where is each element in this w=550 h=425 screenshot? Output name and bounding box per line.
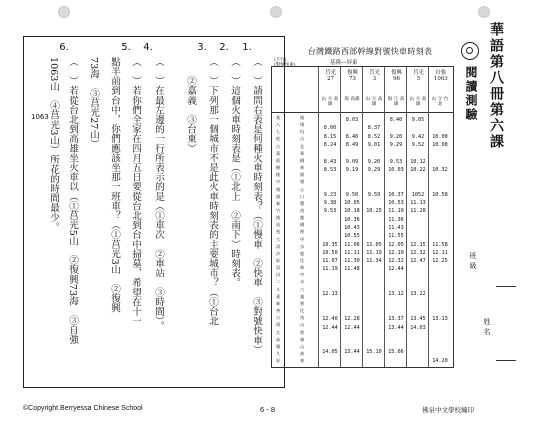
- question-number: 3.: [197, 42, 207, 53]
- train-destination-header: 海 ② 高雄: [387, 97, 405, 107]
- departure-time: 9.59: [367, 191, 381, 198]
- departure-time: 9.01: [367, 141, 381, 148]
- departure-time: 9.05: [411, 117, 425, 123]
- departure-time: 8.40: [345, 133, 359, 140]
- departure-time: 8.00: [323, 125, 337, 132]
- station-name-char: 新: [276, 200, 281, 206]
- station-name-char: 台: [276, 143, 281, 149]
- station-name-char: 員: [276, 265, 281, 271]
- departure-time: 11.55: [388, 233, 404, 240]
- departure-time: 15.10: [366, 349, 382, 356]
- station-name-char: 九: [276, 350, 281, 356]
- departure-time: 9.53: [389, 158, 403, 165]
- departure-time: 10.37: [388, 191, 404, 198]
- departure-time: 11.48: [344, 266, 360, 273]
- departure-time: 13.37: [388, 316, 404, 323]
- binder-hole: [58, 6, 70, 18]
- station-name-char: 林: [300, 165, 305, 171]
- station-name-char: 堵: [300, 122, 305, 128]
- departure-time: 11.36: [388, 216, 404, 223]
- departure-time: 12.32: [410, 249, 426, 256]
- departure-time: 9.38: [323, 200, 337, 206]
- departure-time: 12.47: [410, 258, 426, 265]
- school-logo: [461, 42, 479, 60]
- station-name-char: 嘉: [276, 293, 281, 299]
- station-name-char: 大: [276, 236, 281, 242]
- departure-time: 8.43: [323, 158, 337, 165]
- station-name-char: 林: [300, 265, 305, 271]
- timetable-column-divider: [428, 67, 429, 367]
- station-name-char: 南: [300, 207, 305, 213]
- station-name-char: 田: [276, 272, 281, 278]
- departure-time: 15.06: [388, 349, 404, 356]
- question-2-text: （ ）這個火車時刻表是（①北上 ②南下）時刻表。: [229, 57, 240, 288]
- name-underline: [496, 360, 516, 361]
- station-name-char: 坑: [300, 129, 305, 135]
- timetable-column-divider: [384, 67, 385, 367]
- questions-panel: [23, 36, 285, 388]
- train-destination-header: 山 ⑤ 台北: [431, 97, 449, 107]
- timetable: [271, 66, 454, 368]
- departure-time: 13.13: [432, 316, 448, 323]
- departure-time: 10.22: [410, 166, 426, 173]
- departure-time: 1052: [411, 191, 425, 198]
- train-destination-header: 山 ④ 高雄: [321, 97, 339, 107]
- departure-time: 8.52: [367, 133, 381, 140]
- question-5-text-cont: 點半前到台中，你們應該坐那一班車？（①莒光3山 ②復興: [109, 57, 120, 313]
- page-number: 6 - 8: [260, 405, 276, 414]
- station-name-char: 善: [276, 308, 281, 314]
- timetable-column-divider: [340, 67, 341, 367]
- station-name-char: 鹿: [300, 250, 305, 256]
- departure-time: 11.10: [388, 208, 404, 215]
- question-5-text: （ ）若你們全家在四月五日要從台北到台中掃墓，希望在十一: [130, 57, 141, 326]
- departure-time: 12.10: [388, 249, 404, 256]
- station-name-char: 苑: [276, 229, 281, 235]
- station-name-char: 屏: [276, 358, 281, 364]
- station-name-char: 甲: [300, 236, 305, 242]
- station-name-char: 中: [276, 179, 281, 185]
- departure-time: 9.42: [411, 133, 425, 140]
- station-name-char: 水: [300, 243, 305, 249]
- train-number-header: 自強 1063: [434, 70, 448, 82]
- departure-time: 10.35: [322, 241, 338, 248]
- train-number-header: 莒光 3: [369, 70, 380, 82]
- station-name-char: 東: [300, 358, 305, 364]
- station-name-char: 竹: [276, 207, 281, 213]
- station-name-char: 化: [300, 258, 305, 263]
- departure-time: 11.28: [410, 208, 426, 215]
- station-name-char: 岡: [276, 322, 281, 328]
- question-3-text-cont: ②嘉義 ③台東）: [185, 57, 196, 153]
- printer-text: 佛泉中文學校編印: [422, 406, 474, 414]
- departure-time: 12.13: [322, 291, 338, 298]
- train-number-header: 復興 73: [347, 70, 358, 82]
- class-label: 班級: [469, 252, 477, 272]
- question-1-text: （ ）請問右表是何種火車時刻表？（①慢車 ②快車 ③對號快車）: [251, 57, 262, 355]
- departure-time: 9.50: [345, 191, 359, 198]
- departure-time: 13.44: [344, 349, 360, 356]
- station-name-char: 湖: [276, 193, 281, 199]
- question-6-text: （ ）若從台北到高雄坐火車以（①莒光5山 ②復興73海 ③自強: [67, 57, 78, 345]
- train-destination-header: 山 ④ 高雄: [365, 97, 383, 107]
- station-name-char: 口: [300, 193, 305, 199]
- station-name-char: 六: [300, 286, 305, 292]
- departure-time: 9.09: [345, 158, 359, 165]
- departure-time: 9.20: [389, 133, 403, 140]
- departure-time: 12.44: [388, 266, 404, 273]
- departure-time: 11.19: [366, 249, 382, 256]
- station-name-char: 板: [276, 157, 281, 163]
- question-4-text: （ ）在最左邊的一行所表示的是（①車次 ②車站 ③時間）。: [153, 57, 164, 331]
- departure-time: 12.05: [388, 241, 404, 248]
- departure-time: 9.29: [389, 141, 403, 148]
- station-name-char: 心: [300, 186, 305, 192]
- departure-time: 12.11: [432, 249, 448, 256]
- departure-time: 8.03: [345, 117, 359, 123]
- timetable-title: 台灣鐵路西部幹線對號快車時刻表: [307, 47, 433, 56]
- station-name-char: 義: [300, 293, 305, 299]
- departure-time: 14.03: [410, 324, 426, 331]
- departure-time: 11.06: [344, 241, 360, 248]
- station-name-char: 曲: [300, 350, 305, 356]
- station-name-char: 化: [300, 308, 305, 314]
- departure-time: 11.30: [344, 258, 360, 265]
- timetable-subtitle: 基隆—屏東: [330, 60, 358, 66]
- train-number-header: 莒光 5: [413, 70, 424, 82]
- departure-time: 10.36: [344, 216, 360, 223]
- departure-time: 10.03: [388, 166, 404, 173]
- departure-time: 10.18: [344, 208, 360, 215]
- departure-time: 11.05: [366, 241, 382, 248]
- departure-time: 10.53: [388, 200, 404, 206]
- departure-time: 8.15: [323, 133, 337, 140]
- departure-time: 10.12: [410, 158, 426, 165]
- departure-time: 11.07: [322, 258, 338, 265]
- departure-time: 12.40: [322, 316, 338, 323]
- station-name-char: 八: [276, 122, 281, 128]
- departure-time: 10.43: [344, 224, 360, 231]
- copyright-text: ©Copyright Berryessa Chinese School: [23, 405, 143, 412]
- station-name-char: 山: [300, 343, 305, 349]
- departure-time: 12.25: [432, 258, 448, 265]
- station-name-char: 豐: [300, 200, 305, 206]
- departure-time: 8.37: [367, 125, 381, 132]
- departure-time: 11.34: [366, 258, 382, 265]
- departure-time: 11.19: [322, 266, 338, 273]
- station-name-char: 壢: [300, 179, 305, 185]
- station-name-char: 南: [300, 315, 305, 321]
- departure-time: 13.12: [388, 291, 404, 298]
- question-number: 6.: [59, 42, 69, 53]
- book-title: 華語第八冊第六課: [488, 22, 504, 150]
- timetable-column-divider: [406, 67, 407, 367]
- station-name-char: 隆: [300, 115, 305, 120]
- station-name-char: 斗: [276, 286, 281, 292]
- departure-time: 12.28: [344, 316, 360, 323]
- section-title: 閱讀測驗: [464, 66, 478, 122]
- station-name-char: 沙: [276, 250, 281, 256]
- timetable-note: (下行) (對號快車): [274, 58, 296, 68]
- departure-time: 11.13: [410, 200, 426, 206]
- station-name-char: 樹: [276, 165, 281, 171]
- departure-time: 13.22: [410, 291, 426, 298]
- station-name-char: 二: [276, 279, 281, 285]
- question-numbers: [24, 42, 286, 56]
- station-name-char: 萬: [276, 150, 281, 156]
- departure-time: 10.08: [432, 141, 448, 148]
- departure-time: 11.58: [432, 241, 448, 248]
- departure-time: 9.23: [323, 191, 337, 198]
- station-name-char: 鳳: [276, 343, 281, 349]
- question-number: 2.: [219, 42, 229, 53]
- name-label: 姓名: [483, 318, 491, 338]
- side-number: 1063: [31, 113, 49, 121]
- departure-time: 12.44: [344, 324, 360, 331]
- departure-time: 10.25: [366, 208, 382, 215]
- question-number: 5.: [121, 42, 131, 53]
- class-underline: [496, 286, 516, 287]
- binder-hole: [478, 6, 490, 18]
- departure-time: 10.55: [344, 233, 360, 240]
- question-3-text: （ ）下列那一個城市不是此火車時刻表的主要城市？（①台北: [207, 57, 218, 326]
- departure-time: 13.45: [410, 316, 426, 323]
- binder-hole: [270, 6, 282, 18]
- departure-time: 8.53: [323, 166, 337, 173]
- question-number: 4.: [143, 42, 153, 53]
- station-name-char: 新: [276, 300, 281, 306]
- station-name-char: 桃: [276, 172, 281, 178]
- station-name-char: 高: [276, 336, 281, 342]
- station-name-char: 園: [300, 172, 305, 178]
- departure-time: 10.00: [432, 133, 448, 140]
- departure-time: 9.20: [367, 158, 381, 165]
- station-name-char: 埔: [276, 186, 281, 192]
- station-name-char: 彰: [276, 258, 281, 263]
- departure-time: 14.05: [322, 349, 338, 356]
- station-name-char: 中: [300, 272, 305, 278]
- station-name-char: 台: [276, 315, 281, 321]
- station-name-char: 橋: [300, 157, 305, 163]
- departure-time: 13.44: [388, 324, 404, 331]
- station-name-char: 左: [276, 329, 281, 335]
- station-name-char: 雄: [300, 336, 305, 342]
- departure-time: 10.05: [344, 200, 360, 206]
- train-destination-header: 海 高雄: [344, 97, 360, 102]
- departure-time: 10.50: [322, 249, 338, 256]
- departure-time: 9.29: [367, 166, 381, 173]
- train-number-header: 復興 96: [391, 70, 402, 82]
- timetable-column-divider: [362, 67, 363, 367]
- station-name-char: 營: [300, 300, 305, 306]
- departure-time: 11.43: [388, 224, 404, 231]
- departure-time: 8.40: [389, 117, 403, 123]
- station-name-char: 營: [300, 329, 305, 335]
- departure-time: 11.11: [344, 249, 360, 256]
- station-name-char: 造: [276, 222, 281, 228]
- departure-time: 8.24: [323, 141, 337, 148]
- timetable-column-divider: [318, 67, 319, 367]
- departure-time: 9.52: [411, 141, 425, 148]
- station-name-char: 山: [300, 322, 305, 328]
- station-name-char: 後: [276, 215, 281, 221]
- departure-time: 8.49: [345, 141, 359, 148]
- station-name-char: 裡: [300, 229, 305, 235]
- question-number: 1.: [242, 42, 252, 53]
- station-name-char: 橋: [300, 222, 305, 228]
- station-name-char: 山: [300, 136, 305, 142]
- question-5-text-cont: 73海 ③莒光27山）: [88, 57, 99, 149]
- departure-time: 12.15: [410, 241, 426, 248]
- station-name-char: 水: [300, 279, 305, 285]
- station-name-char: 七: [276, 129, 281, 135]
- station-name-char: 基: [276, 115, 281, 120]
- departure-time: 12.44: [322, 324, 338, 331]
- departure-time: 10.32: [432, 166, 448, 173]
- departure-time: 9.19: [345, 166, 359, 173]
- departure-time: 12.32: [388, 258, 404, 265]
- station-name-char: 北: [300, 143, 305, 149]
- station-name-char: 華: [300, 150, 305, 156]
- departure-time: 9.53: [323, 208, 337, 215]
- station-name-char: 松: [276, 136, 281, 142]
- station-name-char: 龍: [300, 215, 305, 221]
- question-6-text-cont: 1063山 ④莒光3山）所花的時間最少。: [48, 57, 59, 232]
- departure-time: 14.20: [432, 357, 448, 364]
- station-name-char: 清: [276, 243, 281, 249]
- train-destination-header: 山 ④ 高雄: [409, 97, 427, 107]
- departure-time: 10.58: [432, 191, 448, 198]
- train-number-header: 莒光 27: [325, 70, 336, 82]
